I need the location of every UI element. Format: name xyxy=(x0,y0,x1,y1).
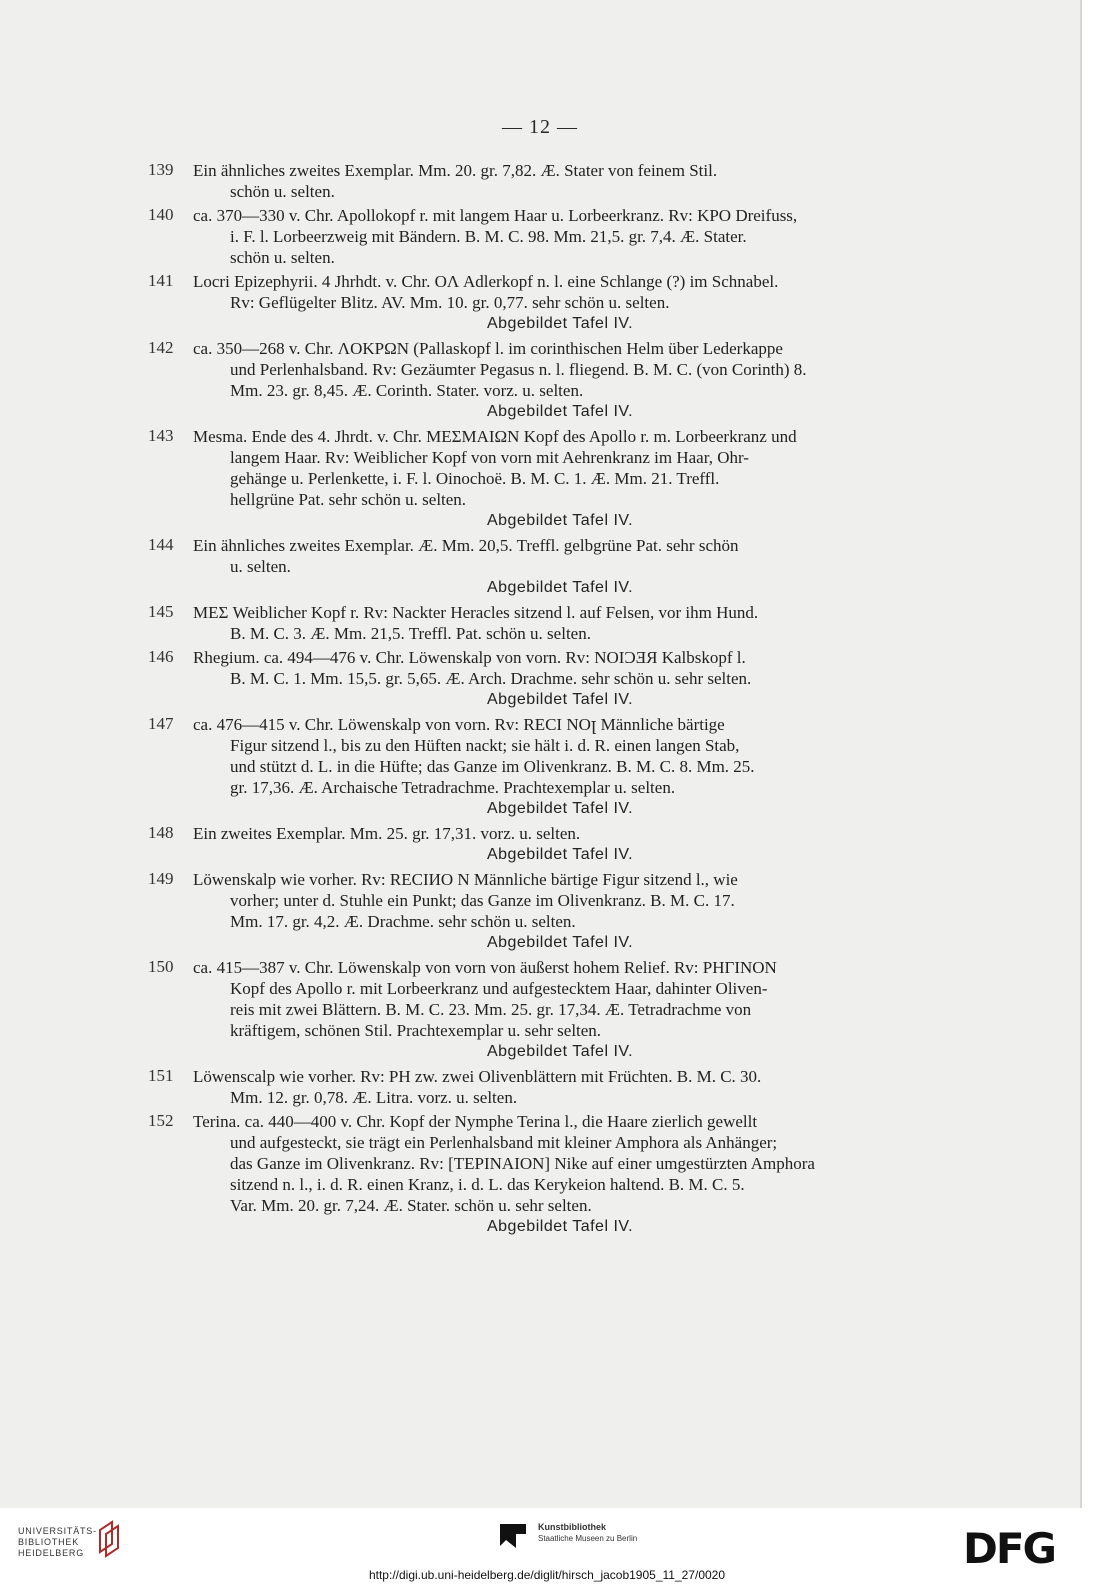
catalog-entry xyxy=(0,714,1080,820)
kunstbibliothek-icon xyxy=(498,1520,528,1550)
plate-reference: Abgebildet Tafel IV. xyxy=(486,1043,634,1060)
entry-text-line: MEΣ Weiblicher Kopf r. Rv: Nackter Heracles sitzend l. auf Felsen, vor ihm Hund. xyxy=(193,603,759,622)
catalog-entry xyxy=(0,205,1080,268)
entry-text-line: Locri Epizephyrii. 4 Jhrhdt. v. Chr. OΛ Adlerkopf n. l. eine Schlange (?) im Schnabel. xyxy=(193,272,779,291)
catalog-entry xyxy=(0,1066,1080,1108)
entry-text-line: Ein ähnliches zweites Exemplar. Mm. 20. gr. 7,82. Æ. Stater von feinem Stil. xyxy=(193,161,718,180)
entry-number: 144 xyxy=(148,535,174,554)
entry-number: 152 xyxy=(148,1111,174,1130)
entry-text-line: ca. 370—330 v. Chr. Apollokopf r. mit langem Haar u. Lorbeerkranz. Rv: KPO Dreifuss, xyxy=(193,206,798,225)
entry-text-line: Mesma. Ende des 4. Jhrdt. v. Chr. MEΣMAIΩN Kopf des Apollo r. m. Lorbeerkranz und xyxy=(193,427,797,446)
plate-reference: Abgebildet Tafel IV. xyxy=(486,1218,634,1235)
entry-text-line: B. M. C. 1. Mm. 15,5. gr. 5,65. Æ. Arch. Drachme. sehr schön u. sehr selten. xyxy=(230,669,752,688)
catalog-entry xyxy=(0,602,1080,644)
entry-text-line: hellgrüne Pat. sehr schön u. selten. xyxy=(230,490,467,509)
entry-number: 148 xyxy=(148,823,174,842)
entry-text-line: Ein ähnliches zweites Exemplar. Æ. Mm. 20,5. Treffl. gelbgrüne Pat. sehr schön xyxy=(193,536,739,555)
ub-heidelberg-icon xyxy=(94,1518,126,1558)
entry-number: 139 xyxy=(148,160,174,179)
catalog-entry xyxy=(0,823,1080,866)
catalog-entry xyxy=(0,957,1080,1063)
entry-text-line: reis mit zwei Blättern. B. M. C. 23. Mm. 25. gr. 17,34. Æ. Tetradrachme von xyxy=(230,1000,752,1019)
entry-text-line: und stützt d. L. in die Hüfte; das Ganze im Olivenkranz. B. M. C. 8. Mm. 25. xyxy=(230,757,755,776)
entry-text-line: Figur sitzend l., bis zu den Hüften nackt; sie hält i. d. R. einen langen Stab, xyxy=(230,736,740,755)
entry-number: 143 xyxy=(148,426,174,445)
entry-text-line: Löwenskalp wie vorher. Rv: RECIИO N Männliche bärtige Figur sitzend l., wie xyxy=(193,870,738,889)
plate-reference: Abgebildet Tafel IV. xyxy=(486,579,634,596)
catalog-entry xyxy=(0,271,1080,335)
entry-number: 145 xyxy=(148,602,174,621)
permalink-url[interactable]: http://digi.ub.uni-heidelberg.de/diglit/hirsch_jacob1905_11_27/0020 xyxy=(368,1568,726,1582)
entry-number: 142 xyxy=(148,338,174,357)
plate-reference: Abgebildet Tafel IV. xyxy=(486,315,634,332)
entry-text-line: und Perlenhalsband. Rv: Gezäumter Pegasus n. l. fliegend. B. M. C. (von Corinth) 8. xyxy=(230,360,807,379)
entry-text-line: Mm. 17. gr. 4,2. Æ. Drachme. sehr schön u. selten. xyxy=(230,912,576,931)
entry-text-line: sitzend n. l., i. d. R. einen Kranz, i. d. L. das Kerykeion haltend. B. M. C. 5. xyxy=(230,1175,745,1194)
entry-text-line: Ein zweites Exemplar. Mm. 25. gr. 17,31. vorz. u. selten. xyxy=(193,824,581,843)
kb-title: Kunstbibliothek xyxy=(538,1522,606,1532)
ub-line-3: HEIDELBERG xyxy=(18,1548,85,1558)
plate-reference: Abgebildet Tafel IV. xyxy=(486,691,634,708)
entry-text-line: langem Haar. Rv: Weiblicher Kopf von vorn mit Aehrenkranz im Haar, Ohr- xyxy=(230,448,749,467)
entry-text-line: ca. 350—268 v. Chr. ΛOKPΩN (Pallaskopf l. im corinthischen Helm über Lederkappe xyxy=(193,339,783,358)
dfg-logo[interactable]: DFG xyxy=(963,1524,1056,1573)
entry-number: 147 xyxy=(148,714,174,733)
entry-text-line: schön u. selten. xyxy=(230,248,335,267)
plate-reference: Abgebildet Tafel IV. xyxy=(486,934,634,951)
entry-text-line: kräftigem, schönen Stil. Prachtexemplar u. sehr selten. xyxy=(230,1021,602,1040)
catalog-entry xyxy=(0,1111,1080,1238)
plate-reference: Abgebildet Tafel IV. xyxy=(486,403,634,420)
entry-text-line: vorher; unter d. Stuhle ein Punkt; das Ganze im Olivenkranz. B. M. C. 17. xyxy=(230,891,735,910)
plate-reference: Abgebildet Tafel IV. xyxy=(486,800,634,817)
plate-reference: Abgebildet Tafel IV. xyxy=(486,846,634,863)
plate-reference: Abgebildet Tafel IV. xyxy=(486,512,634,529)
entry-number: 141 xyxy=(148,271,174,290)
catalog-entry xyxy=(0,869,1080,954)
entry-text-line: Rv: Geflügelter Blitz. AV. Mm. 10. gr. 0,77. sehr schön u. selten. xyxy=(230,293,670,312)
ub-heidelberg-logo-text[interactable] xyxy=(18,1526,97,1559)
catalog-entry xyxy=(0,160,1080,202)
entry-text-line: das Ganze im Olivenkranz. Rv: [TEPINAION] Nike auf einer umgestürzten Amphora xyxy=(230,1154,815,1173)
entry-text-line: Var. Mm. 20. gr. 7,24. Æ. Stater. schön u. sehr selten. xyxy=(230,1196,592,1215)
entry-text-line: Mm. 12. gr. 0,78. Æ. Litra. vorz. u. selten. xyxy=(230,1088,518,1107)
entry-text-line: u. selten. xyxy=(230,557,291,576)
entry-text-line: Löwenscalp wie vorher. Rv: PH zw. zwei Olivenblättern mit Früchten. B. M. C. 30. xyxy=(193,1067,762,1086)
catalog-entry xyxy=(0,338,1080,423)
entry-number: 151 xyxy=(148,1066,174,1085)
footer-bar xyxy=(0,1508,1094,1586)
entry-text-line: ca. 415—387 v. Chr. Löwenskalp von vorn von äußerst hohem Relief. Rv: PHΓINON xyxy=(193,958,777,977)
entry-text-line: Terina. ca. 440—400 v. Chr. Kopf der Nymphe Terina l., die Haare zierlich gewellt xyxy=(193,1112,758,1131)
entry-text-line: Rhegium. ca. 494—476 v. Chr. Löwenskalp von vorn. Rv: NOIƆƎЯ Kalbskopf l. xyxy=(193,648,746,667)
entry-text-line: B. M. C. 3. Æ. Mm. 21,5. Treffl. Pat. schön u. selten. xyxy=(230,624,591,643)
catalog-entries xyxy=(0,160,1080,1241)
entry-text-line: und aufgesteckt, sie trägt ein Perlenhalsband mit kleiner Amphora als Anhänger; xyxy=(230,1133,778,1152)
entry-text-line: gr. 17,36. Æ. Archaische Tetradrachme. Prachtexemplar u. selten. xyxy=(230,778,676,797)
ub-line-1: UNIVERSITÄTS- xyxy=(18,1526,97,1536)
catalog-entry xyxy=(0,647,1080,711)
entry-text-line: schön u. selten. xyxy=(230,182,335,201)
entry-number: 150 xyxy=(148,957,174,976)
ub-line-2: BIBLIOTHEK xyxy=(18,1537,80,1547)
catalog-entry xyxy=(0,535,1080,599)
entry-text-line: ca. 476—415 v. Chr. Löwenskalp von vorn. Rv: RECI NOꞁ Männliche bärtige xyxy=(193,715,725,734)
entry-text-line: Kopf des Apollo r. mit Lorbeerkranz und aufgestecktem Haar, dahinter Oliven- xyxy=(230,979,768,998)
entry-text-line: i. F. l. Lorbeerzweig mit Bändern. B. M. C. 98. Mm. 21,5. gr. 7,4. Æ. Stater. xyxy=(230,227,747,246)
entry-number: 146 xyxy=(148,647,174,666)
entry-text-line: Mm. 23. gr. 8,45. Æ. Corinth. Stater. vorz. u. selten. xyxy=(230,381,584,400)
entry-number: 140 xyxy=(148,205,174,224)
kb-subtitle: Staatliche Museen zu Berlin xyxy=(538,1534,638,1543)
catalog-entry xyxy=(0,426,1080,532)
entry-text-line: gehänge u. Perlenkette, i. F. l. Oinochoë. B. M. C. 1. Æ. Mm. 21. Treffl. xyxy=(230,469,720,488)
kunstbibliothek-text[interactable] xyxy=(538,1522,637,1544)
entry-number: 149 xyxy=(148,869,174,888)
page-number: — 12 — xyxy=(502,116,578,138)
